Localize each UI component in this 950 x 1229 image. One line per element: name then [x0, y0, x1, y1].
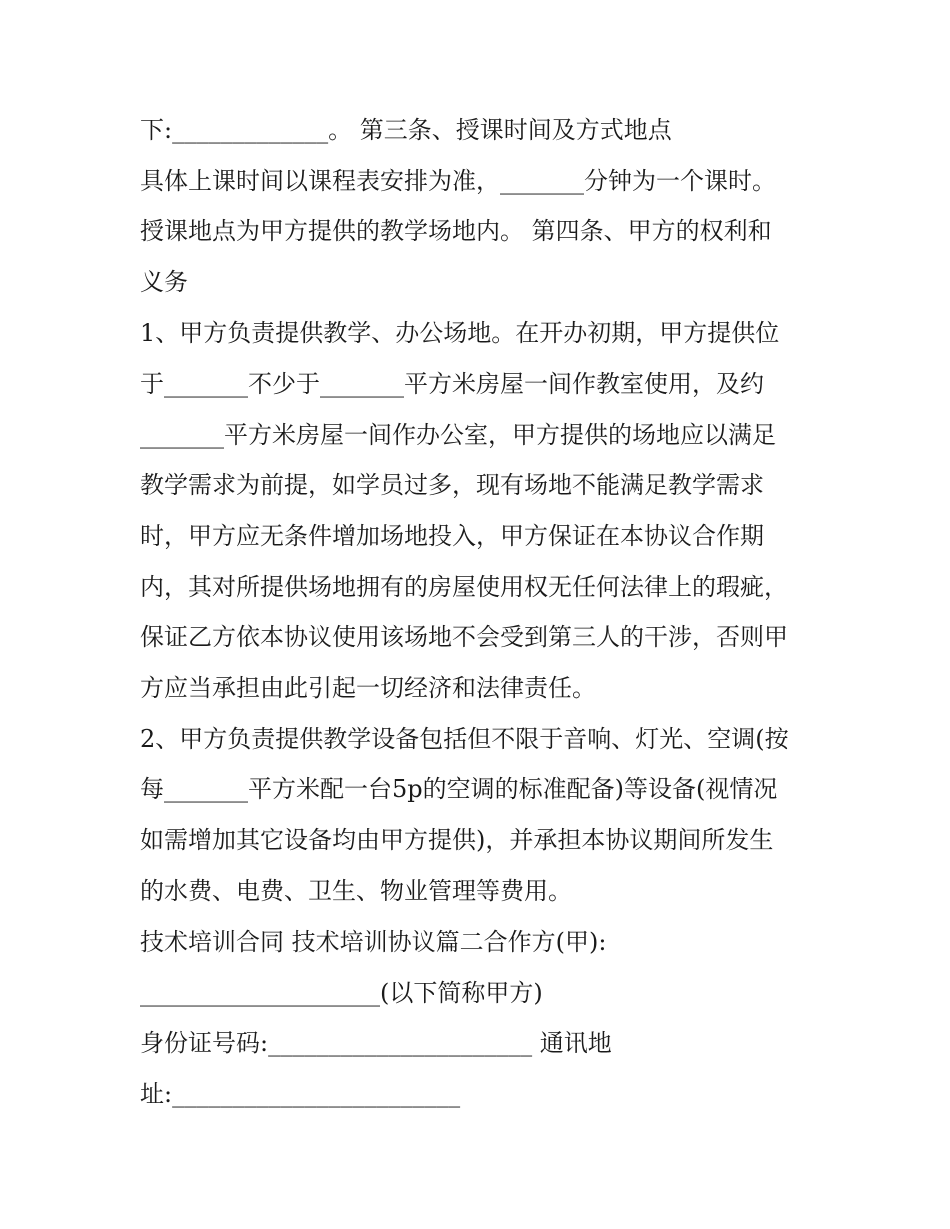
text-line: 时，甲方应无条件增加场地投入，甲方保证在本协议合作期 — [140, 522, 764, 550]
text-line: 义务 — [140, 268, 188, 296]
text-line: 的水费、电费、卫生、物业管理等费用。 — [140, 877, 572, 905]
text-line: 保证乙方依本协议使用该场地不会受到第三人的干涉，否则甲 — [140, 623, 788, 651]
text-line: 方应当承担由此引起一切经济和法律责任。 — [140, 674, 596, 702]
text-line: 授课地点为甲方提供的教学场地内。 第四条、甲方的权利和 — [140, 217, 772, 245]
text-line: 教学需求为前提，如学员过多，现有场地不能满足教学需求 — [140, 471, 764, 499]
text-line: _______平方米房屋一间作办公室，甲方提供的场地应以满足 — [140, 421, 776, 449]
text-line: 如需增加其它设备均由甲方提供)，并承担本协议期间所发生 — [140, 826, 774, 854]
text-line: 下:_____________。 第三条、授课时间及方式地点 — [140, 116, 672, 144]
text-line: 于_______不少于_______平方米房屋一间作教室使用，及约 — [140, 370, 764, 398]
text-line: 1、甲方负责提供教学、办公场地。在开办初期，甲方提供位 — [140, 319, 780, 347]
text-line: 址:________________________ — [140, 1080, 461, 1108]
text-line: 身份证号码:______________________ 通讯地 — [140, 1029, 612, 1057]
text-line: 具体上课时间以课程表安排为准，_______分钟为一个课时。 — [140, 167, 776, 195]
text-line: ____________________(以下简称甲方) — [140, 979, 543, 1007]
text-line: 内，其对所提供场地拥有的房屋使用权无任何法律上的瑕疵， — [140, 573, 788, 601]
text-line: 技术培训合同 技术培训协议篇二合作方(甲): — [140, 928, 607, 956]
text-line: 2、甲方负责提供教学设备包括但不限于音响、灯光、空调(按 — [140, 725, 789, 753]
text-line: 每_______平方米配一台5p的空调的标准配备)等设备(视情况 — [140, 775, 778, 803]
